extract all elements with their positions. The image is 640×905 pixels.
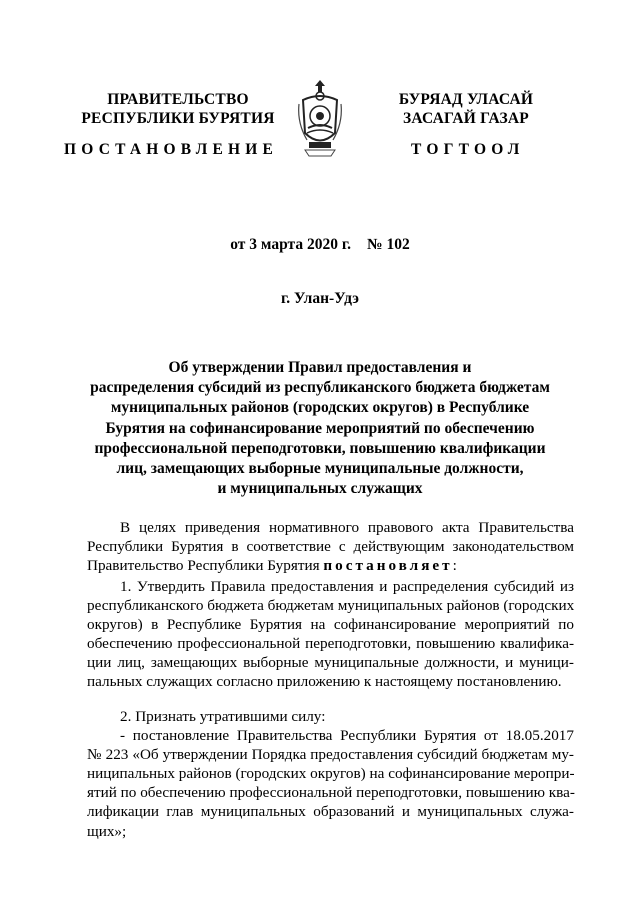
city: г. Улан-Удэ <box>280 290 359 307</box>
preamble-line-start: Правительство Республики Бурятия <box>87 557 324 575</box>
item-2-paragraph <box>87 707 574 841</box>
item-1-paragraph <box>87 577 574 692</box>
item-1-line: республиканского бюджета бюджетам муниципальных районов (городских <box>87 597 575 615</box>
item-1-line: обеспечению профессиональной переподготовки, повышению квалифика- <box>87 635 574 653</box>
government-name-russian <box>78 90 278 128</box>
header-right-line: БУРЯАД УЛАСАЙ <box>398 91 534 108</box>
item-2-line: № 223 «Об утверждении Порядка предоставления субсидий бюджетам му- <box>87 746 574 764</box>
title-line: Об утверждении Правил предоставления и <box>168 359 472 376</box>
coat-of-arms-icon <box>295 78 345 158</box>
item-2-line: щих»; <box>87 822 127 840</box>
item-2-line: - постановление Правительства Республики Бурятия от 18.05.2017 <box>120 727 574 745</box>
document-date: от 3 марта 2020 г. <box>230 236 352 253</box>
preamble-paragraph <box>87 518 574 575</box>
document-title <box>70 358 570 499</box>
government-name-buryat <box>372 90 560 128</box>
title-line: распределения субсидий из республиканского бюджета бюджетам <box>90 379 550 397</box>
preamble-line-end: : <box>452 557 457 575</box>
item-2-line: ниципальных районов (городских округов) на софинансирование меропри- <box>87 765 575 783</box>
date-number-line <box>0 236 640 254</box>
header-left-line: ПРАВИТЕЛЬСТВО <box>107 91 249 108</box>
document-number: № 102 <box>367 236 410 253</box>
header-left-line: РЕСПУБЛИКИ БУРЯТИЯ <box>81 110 275 127</box>
title-line: профессиональной переподготовки, повышению квалификации <box>94 439 546 457</box>
preamble-line: В целях приведения нормативного правового акта Правительства <box>120 519 574 536</box>
item-2-line: ятий по обеспечению профессиональной переподготовки, повышению ква- <box>87 784 575 802</box>
header-right-line: ЗАСАГАЙ ГАЗАР <box>403 110 529 127</box>
document-type-buryat: ТОГТООЛ <box>411 141 525 158</box>
title-line: лиц, замещающих выборные муниципальные должности, <box>116 460 524 478</box>
title-line: Бурятия на софинансирование мероприятий по обеспечению <box>105 419 535 437</box>
decree-word: постановляет <box>323 557 453 575</box>
item-1-line: 1. Утвердить Правила предоставления и распределения субсидий из <box>120 578 574 595</box>
document-type-russian: ПОСТАНОВЛЕНИЕ <box>64 141 279 158</box>
item-2-line: 2. Признать утратившими силу: <box>120 708 326 725</box>
preamble-line: Республики Бурятия в соответствие с действующим законодательством <box>87 538 574 556</box>
title-line: муниципальных районов (городских округов) в Республике <box>110 399 530 417</box>
item-1-line: округов) в Республике Бурятия на софинансирование мероприятий по <box>87 616 574 634</box>
item-1-line: ции лиц, замещающих выборные муниципальные должности, и муници- <box>87 654 574 672</box>
item-2-line: лификации глав муниципальных образований и муниципальных служа- <box>87 803 574 821</box>
item-1-line: пальных служащих согласно приложению к настоящему постановлению. <box>87 673 562 691</box>
preamble-line <box>87 556 574 575</box>
title-line: и муниципальных служащих <box>217 480 423 498</box>
